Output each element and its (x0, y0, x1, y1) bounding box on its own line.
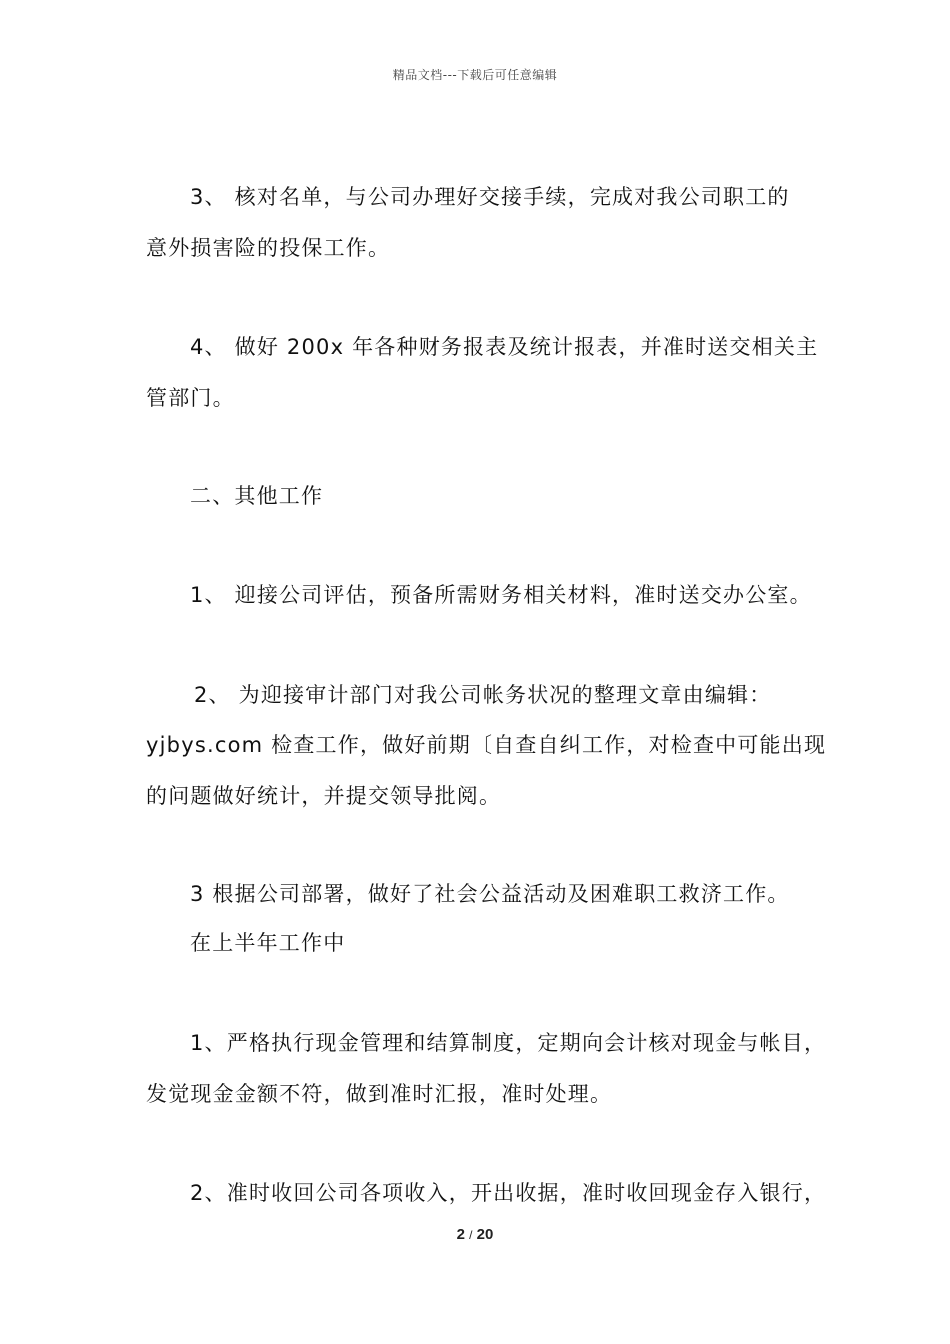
paragraph-line: 意外损害险的投保工作。 (146, 236, 391, 260)
paragraph-line: 1、严格执行现金管理和结算制度，定期向会计核对现金与帐目， (190, 1031, 827, 1055)
current-page: 2 (456, 1226, 465, 1243)
paragraph-line: 在上半年工作中 (190, 931, 346, 955)
paragraph-line: yjbys.com 检查工作，做好前期〔自查自纠工作，对检查中可能出现 (146, 733, 827, 757)
page-number (0, 1226, 950, 1243)
paragraph-line: 2、 为迎接审计部门对我公司帐务状况的整理文章由编辑： (194, 683, 772, 707)
paragraph-line: 3、 核对名单，与公司办理好交接手续，完成对我公司职工的 (190, 185, 790, 209)
paragraph-line: 1、 迎接公司评估，预备所需财务相关材料，准时送交办公室。 (190, 583, 812, 607)
paragraph-line: 3 根据公司部署，做好了社会公益活动及困难职工救济工作。 (190, 882, 790, 906)
paragraph-line: 管部门。 (146, 386, 235, 410)
page-separator: / (469, 1228, 473, 1242)
paragraph-line: 2、准时收回公司各项收入，开出收据，准时收回现金存入银行， (190, 1181, 827, 1205)
page-header: 精品文档---下载后可任意编辑 (392, 68, 558, 82)
total-pages: 20 (476, 1226, 494, 1243)
paragraph-line: 发觉现金金额不符，做到准时汇报，准时处理。 (146, 1082, 613, 1106)
section-heading: 二、其他工作 (190, 484, 324, 508)
paragraph-line: 的问题做好统计，并提交领导批阅。 (146, 784, 502, 808)
paragraph-line: 4、 做好 200x 年各种财务报表及统计报表，并准时送交相关主 (190, 335, 819, 359)
